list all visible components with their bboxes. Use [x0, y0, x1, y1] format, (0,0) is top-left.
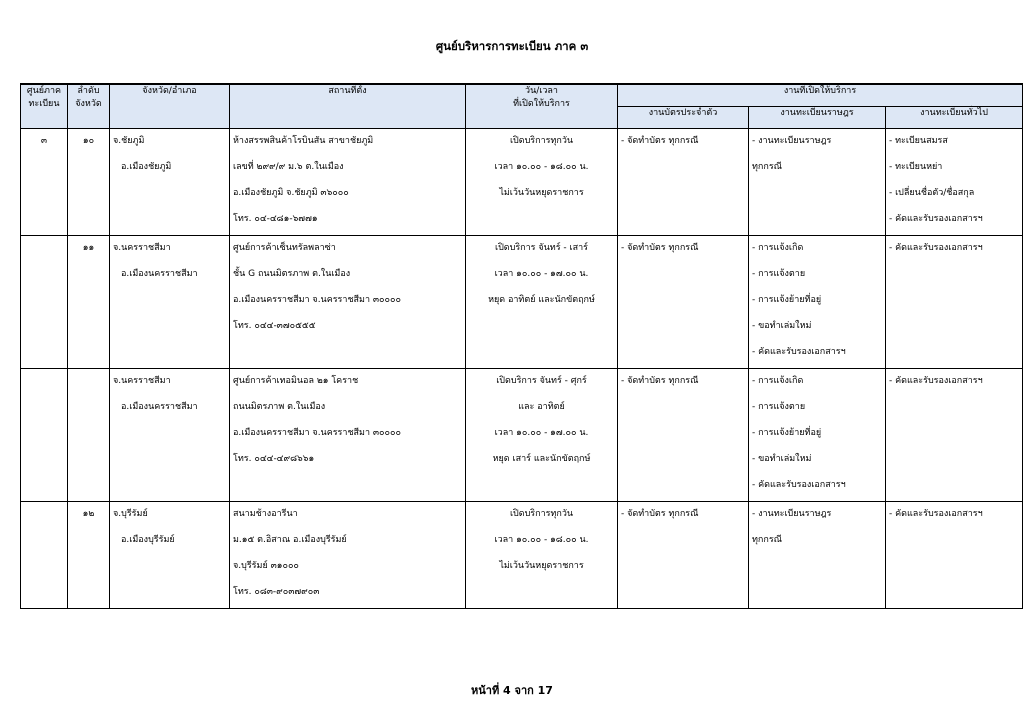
- cell-general-registration: [886, 369, 1023, 502]
- cell-region: [21, 236, 68, 369]
- cell-hours-line: เปิดบริการทุกวัน: [509, 509, 574, 519]
- cell-hours-line: และ อาทิตย์: [518, 402, 565, 412]
- cell-civil-registration-line: - คัดและรับรองเอกสารฯ: [752, 347, 846, 357]
- cell-region-text: [24, 504, 64, 530]
- table-row: [21, 129, 1023, 236]
- cell-civil-registration-line: - ขอทำเล่มใหม่: [752, 321, 812, 331]
- cell-civil-registration-line: - การแจ้งตาย: [752, 269, 806, 279]
- cell-civil-registration-line: - การแจ้งเกิด: [752, 243, 804, 253]
- cell-general-registration: [886, 129, 1023, 236]
- cell-region-text: [24, 371, 64, 397]
- cell-id-card: [618, 369, 749, 502]
- cell-location-line: ห้างสรรพสินค้าโรบินสัน สาขาชัยภูมิ: [233, 136, 374, 146]
- cell-province-line: จ.นครราชสีมา: [113, 243, 171, 253]
- cell-order: [68, 369, 110, 502]
- cell-location-line: โทร. ๐๔-๔๘๑-๖๗๗๑: [233, 214, 318, 224]
- service-center-table: [20, 83, 1023, 609]
- header-services: งานที่เปิดให้บริการ: [618, 84, 1023, 107]
- cell-hours-line: หยุด เสาร์ และนักขัตฤกษ์: [492, 454, 591, 464]
- cell-location-line: อ.เมืองนครราชสีมา จ.นครราชสีมา ๓๐๐๐๐: [233, 295, 402, 305]
- cell-hours-line: หยุด อาทิตย์ และนักขัตฤกษ์: [488, 295, 595, 305]
- header-general-registration: งานทะเบียนทั่วไป: [886, 107, 1023, 129]
- cell-order-text: ๑๒: [82, 509, 95, 519]
- cell-order-text: ๑๑: [82, 243, 95, 253]
- cell-order: [68, 502, 110, 609]
- cell-hours-line: เวลา ๑๐.๐๐ - ๑๗.๐๐ น.: [494, 269, 589, 279]
- cell-province-line: อ.เมืองชัยภูมิ: [121, 162, 172, 172]
- cell-id-card-line: - จัดทำบัตร ทุกกรณี: [621, 376, 699, 386]
- cell-province-line: จ.ชัยภูมิ: [113, 136, 145, 146]
- cell-general-registration: [886, 502, 1023, 609]
- cell-general-registration-line: - คัดและรับรองเอกสารฯ: [889, 214, 983, 224]
- cell-location-line: ชั้น G ถนนมิตรภาพ ต.ในเมือง: [233, 269, 351, 279]
- header-order: ลำดับ จังหวัด: [68, 84, 110, 129]
- cell-location-line: เลขที่ ๒๙๙/๙ ม.๖ ต.ในเมือง: [233, 162, 344, 172]
- cell-order-text: ๑๐: [82, 136, 95, 146]
- cell-location-line: จ.บุรีรัมย์ ๓๑๐๐๐: [233, 561, 299, 571]
- header-id-card: งานบัตรประจำตัว: [618, 107, 749, 129]
- cell-id-card: [618, 502, 749, 609]
- cell-general-registration-line: - คัดและรับรองเอกสารฯ: [889, 509, 983, 519]
- cell-region-text: [24, 238, 64, 264]
- cell-province-line: จ.นครราชสีมา: [113, 376, 171, 386]
- cell-hours: [466, 369, 618, 502]
- cell-province-line: จ.บุรีรัมย์: [113, 509, 148, 519]
- cell-hours-line: ไม่เว้นวันหยุดราชการ: [499, 561, 584, 571]
- cell-id-card-line: - จัดทำบัตร ทุกกรณี: [621, 243, 699, 253]
- cell-civil-registration-line: ทุกกรณี: [752, 162, 783, 172]
- table-row: [21, 369, 1023, 502]
- cell-civil-registration-line: ทุกกรณี: [752, 535, 783, 545]
- cell-hours: [466, 502, 618, 609]
- cell-location-line: อ.เมืองชัยภูมิ จ.ชัยภูมิ ๓๖๐๐๐: [233, 188, 349, 198]
- cell-hours-line: ไม่เว้นวันหยุดราชการ: [499, 188, 584, 198]
- header-location: สถานที่ตั้ง: [230, 84, 466, 129]
- cell-civil-registration-line: - ขอทำเล่มใหม่: [752, 454, 812, 464]
- cell-order: [68, 236, 110, 369]
- cell-region-text: ๓: [40, 136, 48, 146]
- cell-civil-registration: [749, 236, 886, 369]
- cell-hours-line: เปิดบริการทุกวัน: [509, 136, 574, 146]
- page-title: ศูนย์บริหารการทะเบียน ภาค ๓: [435, 39, 589, 53]
- cell-id-card-line: - จัดทำบัตร ทุกกรณี: [621, 509, 699, 519]
- header-region: ศูนย์ภาค ทะเบียน: [21, 84, 68, 129]
- cell-location-line: ม.๑๕ ต.อิสาณ อ.เมืองบุรีรัมย์: [233, 535, 347, 545]
- cell-location: [230, 502, 466, 609]
- cell-general-registration-line: - ทะเบียนสมรส: [889, 136, 948, 146]
- cell-hours-line: เวลา ๑๐.๐๐ - ๑๗.๐๐ น.: [494, 428, 589, 438]
- cell-civil-registration-line: - งานทะเบียนราษฎร: [752, 136, 832, 146]
- cell-location: [230, 129, 466, 236]
- header-province: จังหวัด/อำเภอ: [110, 84, 230, 129]
- cell-hours: [466, 236, 618, 369]
- cell-province-line: อ.เมืองบุรีรัมย์: [121, 535, 175, 545]
- cell-civil-registration-line: - การแจ้งเกิด: [752, 376, 804, 386]
- cell-province: [110, 502, 230, 609]
- cell-hours-line: เวลา ๑๐.๐๐ - ๑๘.๐๐ น.: [494, 162, 589, 172]
- table-row: [21, 236, 1023, 369]
- cell-location-line: โทร. ๐๔๔-๓๗๐๕๕๕: [233, 321, 316, 331]
- cell-location-line: โทร. ๐๔๔-๔๙๘๖๖๑: [233, 454, 315, 464]
- cell-order: [68, 129, 110, 236]
- cell-region: [21, 369, 68, 502]
- cell-location-line: สนามช้างอารีนา: [233, 509, 298, 519]
- cell-general-registration: [886, 236, 1023, 369]
- cell-civil-registration: [749, 502, 886, 609]
- cell-civil-registration-line: - การแจ้งย้ายที่อยู่: [752, 428, 822, 438]
- cell-order-text: [71, 371, 106, 397]
- cell-location-line: ศูนย์การค้าเทอมินอล ๒๑ โคราช: [233, 376, 359, 386]
- cell-hours-line: เปิดบริการ จันทร์ - เสาร์: [495, 243, 588, 253]
- cell-location-line: ศูนย์การค้าเซ็นทรัลพลาซ่า: [233, 243, 336, 253]
- cell-id-card-line: - จัดทำบัตร ทุกกรณี: [621, 136, 699, 146]
- cell-province: [110, 369, 230, 502]
- cell-location: [230, 369, 466, 502]
- cell-general-registration-line: - คัดและรับรองเอกสารฯ: [889, 376, 983, 386]
- cell-general-registration-line: - เปลี่ยนชื่อตัว/ชื่อสกุล: [889, 188, 975, 198]
- cell-region: [21, 502, 68, 609]
- cell-civil-registration-line: - การแจ้งย้ายที่อยู่: [752, 295, 822, 305]
- cell-location: [230, 236, 466, 369]
- cell-hours-line: เวลา ๑๐.๐๐ - ๑๘.๐๐ น.: [494, 535, 589, 545]
- page-footer: หน้าที่ 4 จาก 17: [471, 684, 553, 697]
- header-civil-registration: งานทะเบียนราษฎร: [749, 107, 886, 129]
- cell-civil-registration: [749, 129, 886, 236]
- cell-general-registration-line: - ทะเบียนหย่า: [889, 162, 943, 172]
- cell-location-line: โทร. ๐๘๓-๙๐๓๗๙๐๓: [233, 587, 320, 597]
- cell-province-line: อ.เมืองนครราชสีมา: [121, 402, 198, 412]
- cell-civil-registration-line: - คัดและรับรองเอกสารฯ: [752, 480, 846, 490]
- cell-location-line: ถนนมิตรภาพ ต.ในเมือง: [233, 402, 326, 412]
- cell-province: [110, 129, 230, 236]
- cell-civil-registration-line: - งานทะเบียนราษฎร: [752, 509, 832, 519]
- cell-general-registration-line: - คัดและรับรองเอกสารฯ: [889, 243, 983, 253]
- cell-id-card: [618, 236, 749, 369]
- cell-province: [110, 236, 230, 369]
- cell-hours-line: เปิดบริการ จันทร์ - ศุกร์: [496, 376, 587, 386]
- cell-civil-registration: [749, 369, 886, 502]
- header-datetime: วัน/เวลา ที่เปิดให้บริการ: [466, 84, 618, 129]
- cell-id-card: [618, 129, 749, 236]
- cell-civil-registration-line: - การแจ้งตาย: [752, 402, 806, 412]
- table-row: [21, 502, 1023, 609]
- cell-province-line: อ.เมืองนครราชสีมา: [121, 269, 198, 279]
- cell-hours: [466, 129, 618, 236]
- cell-location-line: อ.เมืองนครราชสีมา จ.นครราชสีมา ๓๐๐๐๐: [233, 428, 402, 438]
- cell-region: [21, 129, 68, 236]
